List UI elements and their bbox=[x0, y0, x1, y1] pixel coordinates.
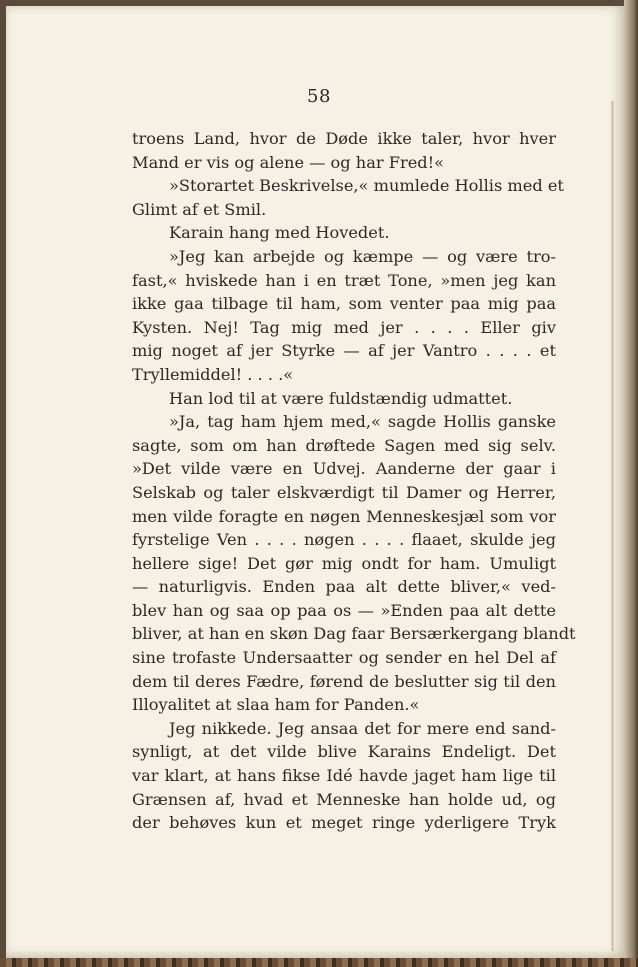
page-number: 58 bbox=[307, 86, 331, 107]
text-line: sine trofaste Undersaatter og sender en hel Del af bbox=[132, 648, 556, 668]
text-line: »Det vilde være en Udvej. Aanderne der gaar i bbox=[132, 459, 556, 479]
text-line: Glimt af et Smil. bbox=[132, 199, 267, 219]
text-line: var klart, at hans fikse Idé havde jaget ham lige til bbox=[132, 766, 556, 786]
text-line: fyrstelige Ven . . . . nøgen . . . . flaaet, skulde jeg bbox=[132, 530, 556, 550]
text-line: Selskab og taler elskværdigt til Damer og Herrer, bbox=[132, 482, 556, 502]
book-edge-right bbox=[624, 0, 638, 967]
text-line: sagte, som om han drøftede Sagen med sig selv. bbox=[132, 435, 556, 455]
text-line: Kysten. Nej! Tag mig med jer . . . . Eller giv bbox=[132, 317, 556, 337]
text-line: Tryllemiddel! . . . .« bbox=[132, 364, 294, 384]
body-text bbox=[132, 127, 576, 835]
page-fold-shadow bbox=[611, 101, 614, 951]
text-line: fast,« hviskede han i en træt Tone, »men jeg kan bbox=[132, 270, 556, 290]
text-line: Illoyalitet at slaa ham for Panden.« bbox=[132, 695, 420, 715]
text-line: Mand er vis og alene — og har Fred!« bbox=[132, 152, 445, 172]
text-line: troens Land, hvor de Døde ikke taler, hvor hver bbox=[132, 129, 556, 148]
text-line: dem til deres Fædre, førend de beslutter sig til den bbox=[132, 671, 556, 691]
text-line: »Ja, tag ham hjem med,« sagde Hollis ganske bbox=[169, 412, 556, 432]
text-line: synligt, at det vilde blive Karains Endeligt. Det bbox=[132, 742, 556, 762]
text-line: hellere sige! Det gør mig ondt for ham. Umuligt bbox=[132, 553, 556, 573]
text-line: blev han og saa op paa os — »Enden paa alt dette bbox=[132, 600, 556, 620]
text-line: ikke gaa tilbage til ham, som venter paa mig paa bbox=[132, 294, 556, 314]
text-line: mig noget af jer Styrke — af jer Vantro . . . . et bbox=[132, 341, 556, 361]
text-line: Grænsen af, hvad et Menneske han holde ud, og bbox=[132, 789, 556, 809]
text-line: »Storartet Beskrivelse,« mumlede Hollis med et bbox=[169, 176, 564, 196]
text-line: Karain hang med Hovedet. bbox=[169, 223, 390, 243]
text-line: Jeg nikkede. Jeg ansaa det for mere end sand- bbox=[169, 718, 556, 738]
text-line: der behøves kun et meget ringe yderligere Tryk bbox=[132, 813, 556, 833]
text-line: — naturligvis. Enden paa alt dette bliver,« ved- bbox=[132, 577, 556, 597]
text-line: men vilde foragte en nøgen Menneskesjæl som vor bbox=[132, 506, 556, 526]
text-line: Han lod til at være fuldstændig udmattet. bbox=[169, 388, 513, 408]
book-edge-bottom bbox=[0, 958, 638, 967]
text-line: »Jeg kan arbejde og kæmpe — og være tro- bbox=[169, 246, 556, 266]
text-line: bliver, at han en skøn Dag faar Bersærkergang blandt bbox=[132, 624, 576, 644]
